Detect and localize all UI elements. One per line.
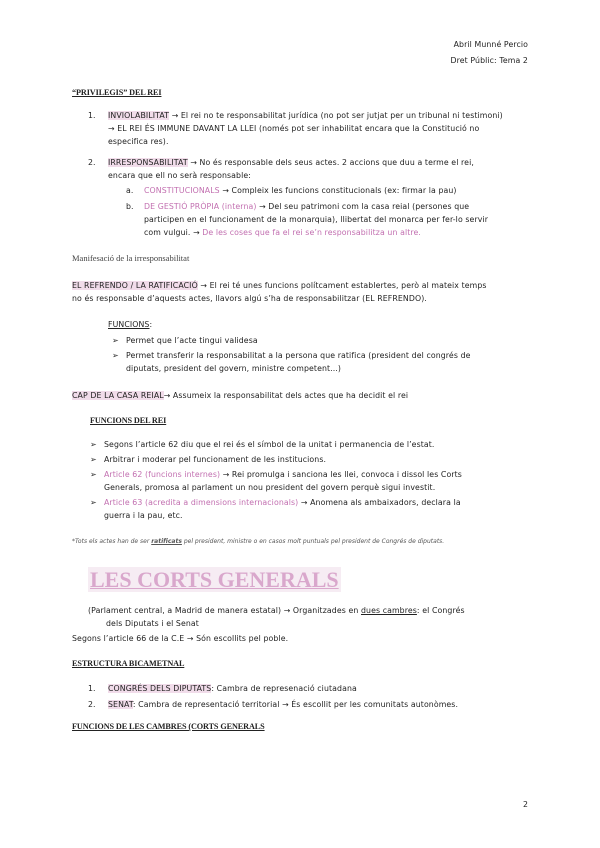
manifestacio-title: Manifesació de la irresponsabilitat (72, 253, 190, 263)
list-item: 2. SENAT: Cambra de representació territorial → És escollit per les comunitats autonòmes. (88, 700, 459, 709)
subject: Dret Públic: Tema 2 (450, 56, 528, 65)
arrow-bullet-icon: ➢ (112, 351, 119, 360)
funcions-rei-title: FUNCIONS DEL REI (90, 416, 167, 425)
estructura-list (88, 682, 528, 711)
corts-article: Segons l’article 66 de la C.E → Són escollits pel poble. (72, 634, 289, 643)
sub-item-b: b. DE GESTIÓ PRÒPIA (interna) → Del seu patrimoni com la casa reial (persones que participen en el funcionament de la monarquia), llibertat del monarca per fer-lo servir com vulgui. → De les coses que fa el rei se’n responsabilitza un altre. (126, 202, 489, 237)
privilegis-title: “PRIVILEGIS” DEL REI (72, 88, 162, 97)
arrow-bullet-icon: ➢ (90, 470, 97, 479)
list-item: ➢ Article 62 (funcions internes) → Rei promulga i sanciona les llei, convoca i dissol les Corts Generals, promosa al parlament un nou president del govern perquè sigui investit. (90, 470, 462, 492)
author: Abril Munné Percio (453, 40, 528, 49)
corts-intro: (Parlament central, a Madrid de manera estatal) → Organitzades en dues cambres: el Congrés dels Diputats i el Senat (88, 606, 465, 628)
list-item: ➢ Permet que l’acte tingui validesa (112, 336, 258, 345)
refrendo-bullets (112, 334, 532, 375)
estructura-title: ESTRUCTURA BICAMETNAL (72, 659, 185, 668)
refrendo-label: EL REFRENDO / LA RATIFICACIÓ (72, 281, 198, 290)
arrow-bullet-icon: ➢ (90, 498, 97, 507)
constitucionals-label: CONSTITUCIONALS (144, 186, 220, 195)
arrow-bullet-icon: ➢ (90, 455, 97, 464)
funcions-cambres-title: FUNCIONS DE LES CAMBRES (CORTS GENERALS (72, 722, 265, 731)
arrow-bullet-icon: ➢ (90, 440, 97, 449)
cap-casa-reial: CAP DE LA CASA REIAL→ Assumeix la responsabilitat dels actes que ha decidit el rei (72, 391, 409, 400)
header (451, 38, 529, 67)
list-item: ➢ Segons l’article 62 diu que el rei és el símbol de la unitat i permanencia de l’estat. (90, 440, 435, 449)
privilegis-item-1: 1. INVIOLABILITAT → El rei no te responsabilitat jurídica (no pot ser jutjat per un tribunal ni testimoni) → EL REI ÉS IMMUNE DAVANT LA LLEI (només pot ser inhabilitat encara que la Constitució no especifica res). (88, 111, 503, 146)
sub-item-a: a. CONSTITUCIONALS → Compleix les funcions constitucionals (ex: firmar la pau) (126, 186, 457, 195)
list-item: ➢ Arbitrar i moderar pel funcionament de les institucions. (90, 455, 327, 464)
corts-title: LES CORTS GENERALS (90, 567, 339, 592)
arrow-bullet-icon: ➢ (112, 336, 119, 345)
irresponsabilitat-label: IRRESPONSABILITAT (108, 158, 188, 167)
list-item: 1. CONGRÉS DELS DIPUTATS: Cambra de represenació ciutadana (88, 684, 357, 693)
inviolabilitat-label: INVIOLABILITAT (108, 111, 170, 120)
list-item: ➢ Article 63 (acredita a dimensions internacionals) → Anomena als ambaixadors, declara la guerra i la pau, etc. (90, 498, 461, 520)
gestio-propia-label: DE GESTIÓ PRÒPIA (interna) (144, 202, 257, 211)
funcions-label: FUNCIONS: (108, 320, 153, 329)
page-number: 2 (522, 800, 528, 809)
cap-casa-reial-label: CAP DE LA CASA REIAL (72, 391, 164, 400)
refrendo-paragraph: EL REFRENDO / LA RATIFICACIÓ → El rei té unes funcions polítcament establertes, però al mateix temps no és responsable d’aquests actes, llavors algú s’ha de responsabilitzar (EL REFRENDO). (72, 281, 487, 303)
funcions-rei-list (90, 438, 530, 522)
privilegis-item-2: 2. IRRESPONSABILITAT → No és responsable dels seus actes. 2 accions que duu a terme el rei, encara que ell no serà responsable: (88, 158, 474, 180)
footnote: *Tots els actes han de ser ratificats pel president, ministre o en casos molt puntuals pel president de Congrés de diputats. (72, 538, 445, 545)
list-item: ➢ Permet transferir la responsabilitat a la persona que ratifica (president del congrés de diputats, president del govern, ministre competent...) (112, 351, 471, 373)
